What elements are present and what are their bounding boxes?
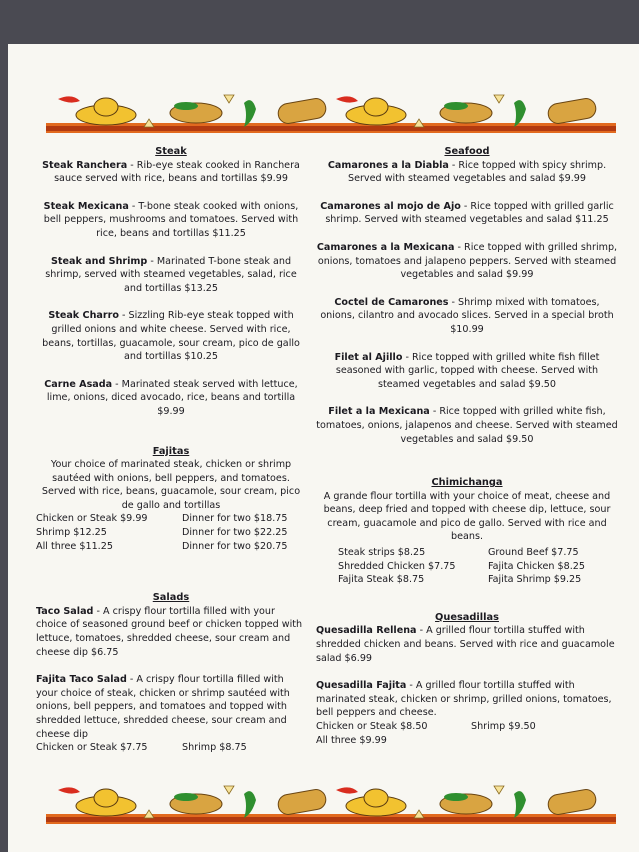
seafood-heading: Seafood (444, 146, 490, 157)
menu-item-camarones-mexicana: Camarones a la Mexicana - Rice topped with grilled shrimp, onions, tomatoes and jalapeno peppers. Served with steamed vegetables and salad $9.99 (316, 241, 618, 281)
menu-item-taco-salad: Taco Salad - A crispy flour tortilla filled with your choice of seasoned ground beef or chicken topped with lettuce, tomatoes, shredded cheese, sour cream and cheese dip $6.75 (36, 605, 303, 658)
price-row: Shredded Chicken $7.75 Fajita Chicken $8.25 (338, 560, 585, 572)
menu-item-fajita-taco-salad: Fajita Taco Salad - A crispy flour tortilla filled with your choice of steak, chicken or shrimp sautéed with onions, bell peppers, and tomatoes and topped with shredded lettuce, shredded cheese, sour cream and cheese dip (36, 674, 290, 740)
chimichanga-description: A grande flour tortilla with your choice of meat, cheese and beans, deep fried and topped with cheese dip, lettuce, sour cream, guacamole and pico de gallo. Served with rice and beans. (323, 490, 611, 543)
menu-item-camarones-mojo: Camarones al mojo de Ajo - Rice topped with grilled garlic shrimp. Served with steamed vegetables and salad $11.25 (320, 200, 614, 226)
price-row: Steak strips $8.25 Ground Beef $7.75 (338, 547, 579, 559)
price-row: Chicken or Steak $9.99 Dinner for two $18.75 (36, 513, 288, 525)
menu-item-filet-ajillo: Filet al Ajillo - Rice topped with grilled white fish fillet seasoned with garlic, topped with cheese. Served with steamed vegetables and salad $9.50 (334, 351, 600, 390)
quesadilla-prices: Chicken or Steak $8.50 Shrimp $9.50 (316, 721, 536, 732)
right-column (316, 145, 618, 747)
price-row: Fajita Steak $8.75 Fajita Shrimp $9.25 (338, 574, 582, 586)
chimichanga-heading: Chimichanga (431, 477, 503, 489)
menu-item-carne-asada: Carne Asada - Marinated steak served with lettuce, lime, onions, diced avocado, rice, beans and tortilla $9.99 (44, 378, 298, 417)
menu-item-steak-and-shrimp: Steak and Shrimp - Marinated T-bone steak and shrimp, served with steamed vegetables, salad, rice and tortillas $13.25 (45, 255, 297, 294)
menu-item-quesadilla-rellena: Quesadilla Rellena - A grilled flour tortilla stuffed with shredded chicken and beans. Served with rice and guacamole salad $6.99 (316, 625, 615, 664)
quesadillas-heading: Quesadillas (435, 611, 499, 623)
menu-item-steak-mexicana: Steak Mexicana - T-bone steak cooked with onions, bell peppers, mushrooms and tomatoes. Served with rice, beans and tortillas $11.25 (43, 200, 299, 239)
chimichanga-prices (316, 546, 618, 587)
salads-heading: Salads (152, 592, 190, 604)
menu-item-filet-mexicana: Filet a la Mexicana - Rice topped with grilled white fish, tomatoes, onions, jalapenos and cheese. Served with steamed vegetables and salad $9.50 (316, 406, 618, 445)
fajitas-heading: Fajitas (152, 445, 190, 457)
decorative-border-top (46, 93, 616, 137)
quesadilla-price-all-three: All three $9.99 (316, 734, 387, 746)
steak-heading: Steak (155, 146, 187, 157)
fajitas-prices (36, 512, 306, 553)
price-row: All three $11.25 Dinner for two $20.75 (36, 540, 288, 552)
salad-prices: Chicken or Steak $7.75 Shrimp $8.75 (36, 742, 247, 754)
menu-item-quesadilla-fajita: Quesadilla Fajita - A grilled flour tortilla stuffed with marinated steak, chicken or shrimp, grilled onions, tomatoes, bell peppers and cheese. (316, 680, 612, 719)
decorative-border-bottom (46, 784, 616, 828)
price-row: Shrimp $12.25 Dinner for two $22.25 (36, 527, 288, 539)
menu-item-steak-charro: Steak Charro - Sizzling Rib-eye steak topped with grilled onions and white cheese. Served with rice, beans, tortillas, guacamole, sour cream, pico de gallo and tortillas $10.25 (42, 310, 300, 363)
menu-item-coctel-camarones: Coctel de Camarones - Shrimp mixed with tomatoes, onions, cilantro and avocado slices. Served in a special broth $10.99 (320, 296, 614, 335)
left-column (36, 145, 306, 755)
menu-item-steak-ranchera: Steak Ranchera - Rib-eye steak cooked in Ranchera sauce served with rice, beans and tortillas $9.99 (42, 159, 300, 185)
menu-page (8, 44, 639, 852)
fajitas-description: Your choice of marinated steak, chicken or shrimp sautéed with onions, bell peppers, and tomatoes. Served with rice, beans, guacamole, sour cream, pico de gallo and tortillas (41, 459, 301, 511)
menu-item-camarones-diabla: Camarones a la Diabla - Rice topped with spicy shrimp. Served with steamed vegetables and salad $9.99 (327, 159, 607, 185)
